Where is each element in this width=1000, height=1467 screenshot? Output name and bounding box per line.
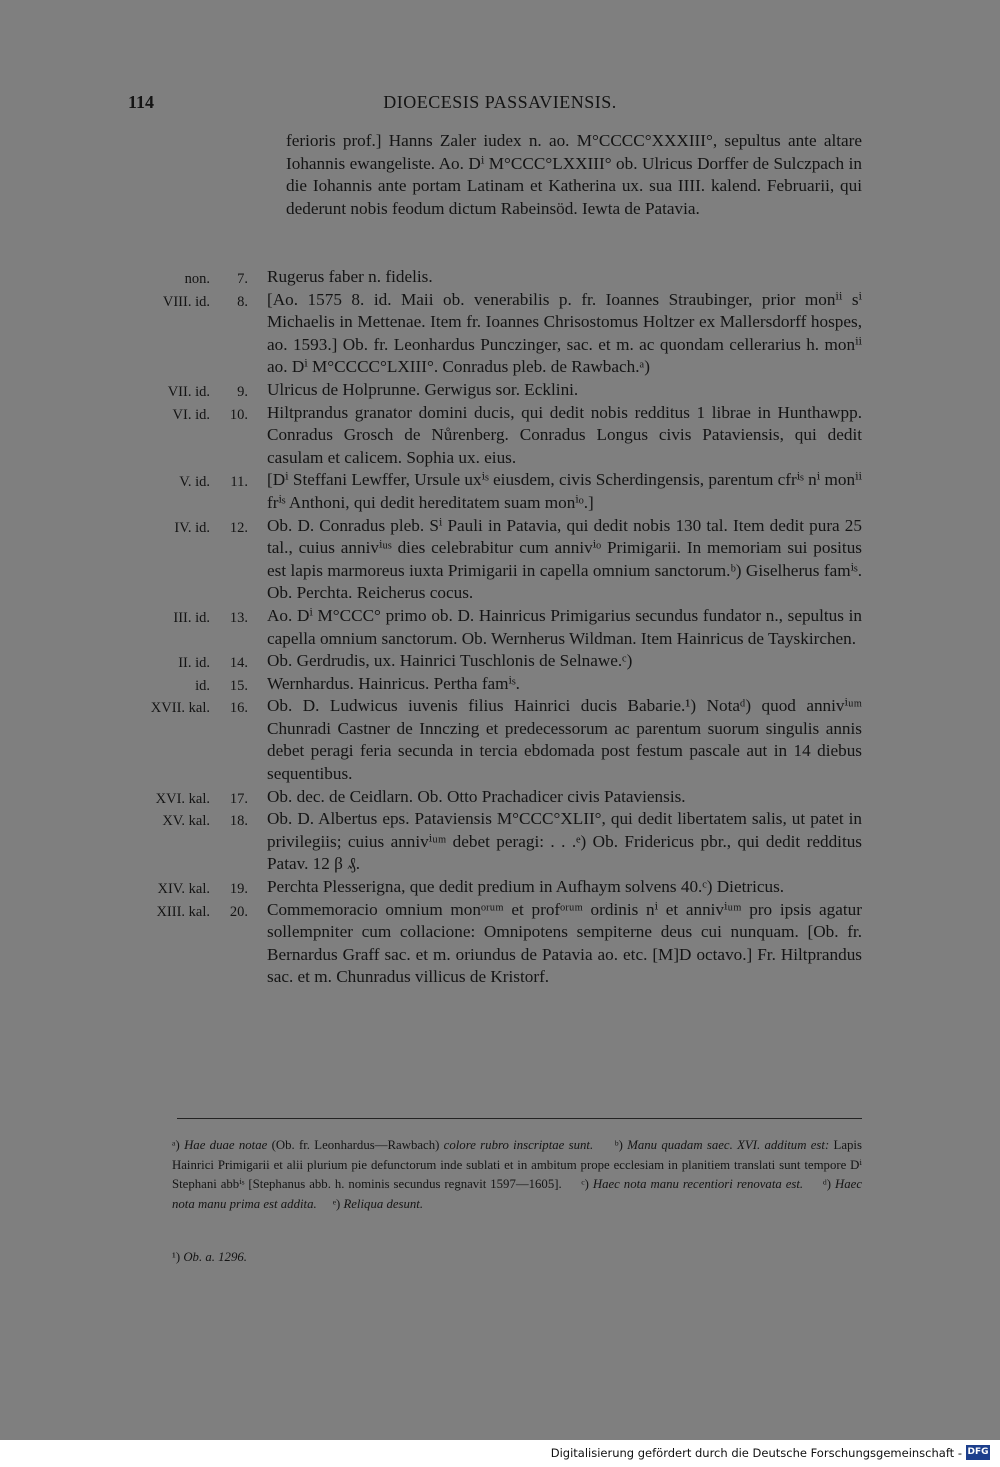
entry-day: III. id. [173,609,210,626]
entry-day: XVII. kal. [150,700,210,717]
entry-number: 15. [229,677,248,694]
continuation-paragraph: ferioris prof.] Hanns Zaler iudex n. ao. M°CCCC°XXXIII°, sepultus ante altare Iohannis ewangeliste. Ao. Dⁱ M°CCC°LXXIII° ob. Ulricus Dorffer de Sulczpach in die Iohannis ante portam Latinam et Katherina ux. sua IIII. kalend. Februarii, qui dederunt nobis feodum dictum Rabeinsöd. Iewta de Patavia. [286,131,862,218]
entry-number: 12. [229,519,248,536]
entry-day: XVI. kal. [155,790,210,807]
entry-text: [Ao. 1575 8. id. Maii ob. venerabilis p. fr. Ioannes Straubinger, prior monⁱⁱ sⁱ Michaelis in Mettenae. Item fr. Ioannes Chrisostomus Holtzer ex Mallersdorff hospes, ao. 1593.] Ob. fr. Leonhardus Punczinger, sac. et m. ac quondam cellerarius h. monⁱⁱ ao. Dⁱ M°CCCC°LXIII°. Conradus pleb. de Rawbach.ᵃ) [267,289,862,377]
calendar-entry [110,876,862,899]
entry-day: VI. id. [172,406,210,423]
note-b-mark: ᵇ) [614,1138,623,1152]
entry-number: 18. [229,813,248,830]
critical-notes [172,1136,862,1214]
entry-day: II. id. [178,655,210,672]
footnote-1 [172,1248,472,1266]
entry-day: XIII. kal. [156,903,210,920]
calendar-entry [110,515,862,605]
entry-day: VIII. id. [162,293,210,310]
entry-text: [Dⁱ Steffani Lewffer, Ursule uxⁱˢ eiusdem, civis Scherdingensis, parentum cfrⁱˢ nⁱ monⁱⁱ frⁱˢ Anthoni, qui dedit hereditatem suam monⁱᵒ.] [267,470,862,512]
entry-text: Ob. Gerdrudis, ux. Hainrici Tuschlonis de Selnawe.ᶜ) [267,651,633,671]
entry-text: Ob. dec. de Ceidlarn. Ob. Otto Prachadicer civis Pataviensis. [267,786,686,806]
note-b-text-2: Lapis Hainrici Primigarii et alii plurium pie defunctorum inde sublati et in ambitum prope ecclesiam in planitiem translati sunt tempore Dⁱ Stephani abbⁱˢ [Stephanus abb. h. nominis secundus regnavit 1597—1605]. [172,1138,862,1191]
entry-text: Ob. D. Conradus pleb. Sⁱ Pauli in Patavia, qui dedit nobis 130 tal. Item dedit pura 25 tal., cuius annivⁱᵘˢ dies celebrabitur cum annivⁱᵒ Primigarii. In memoriam sui positus est lapis marmoreus iuxta Primigarii in capella omnium sanctorum.ᵇ) Giselherus famⁱˢ. Ob. Perchta. Reicherus cocus. [267,515,862,603]
dfg-logo: DFG [966,1445,990,1460]
entry-text: Rugerus faber n. fidelis. [267,267,433,286]
entry-number: 20. [229,903,248,920]
calendar-entry [110,266,862,289]
entry-text: Wernhardus. Hainricus. Pertha famⁱˢ. [267,673,520,693]
note-d-text: Haec nota manu prima est addita. [172,1177,862,1211]
entry-day: XV. kal. [162,813,210,830]
entry-day: IV. id. [174,519,210,536]
note-e-text: Reliqua desunt. [343,1196,424,1211]
calendar-entry [110,289,862,379]
entry-day: non. [184,271,210,287]
entry-text: Ulricus de Holprunne. Gerwigus sor. Ecklini. [267,379,579,399]
calendar-entry [110,605,862,650]
note-b-text-1: Manu quadam saec. XVI. additum est: [627,1138,830,1152]
entry-text: Hiltprandus granator domini ducis, qui dedit nobis redditus 1 librae in Hunthawpp. Conradus Grosch de Nůrenberg. Conradus Longus civis Pataviensis, qui dedit casulam et calicem. Sophia ux. eius. [267,402,862,467]
entry-day: VII. id. [167,383,210,400]
calendar-entry [110,786,862,809]
note-a-mark: ᵃ) [172,1138,180,1152]
page-number: 114 [128,92,155,112]
entry-number: 8. [237,293,248,310]
footnote-1-mark: ¹) [172,1250,181,1264]
footnote-1-text: Ob. a. 1296. [183,1250,247,1264]
note-a-text-3: colore rubro inscriptae sunt. [443,1138,594,1152]
calendar-entry [110,899,862,989]
note-a-text-2: (Ob. fr. Leonhardus—Rawbach) [271,1138,440,1152]
entry-text: Ao. Dⁱ M°CCC° primo ob. D. Hainricus Primigarius secundus fundator n., sepultus in capella omnium sanctorum. Ob. Wernherus Wildman. Item Hainricus de Tayskirchen. [267,605,862,648]
entry-day: id. [195,677,210,694]
calendar-entry [110,379,862,402]
note-d-mark: ᵈ) [822,1177,832,1191]
entry-text: Perchta Plesserigna, que dedit predium in Aufhaym solvens 40.ᶜ) Dietricus. [267,877,785,897]
calendar-entry [110,402,862,470]
calendar-entry [110,673,862,696]
page-header [128,92,872,116]
entry-number: 17. [229,790,248,807]
footnote-rule [177,1118,862,1119]
calendar-entry [110,650,862,673]
note-c-mark: ᶜ) [581,1177,589,1191]
entry-number: 13. [229,609,248,626]
entry-text: Ob. D. Albertus eps. Pataviensis M°CCC°XLII°, qui dedit libertatem salis, ut patet in privilegiis; cuius annivⁱᵘᵐ debet peragi: . . .ᵉ) Ob. Fridericus pbr., qui dedit redditus Patav. 12 β ₰. [267,809,862,874]
entry-number: 19. [229,881,248,898]
entry-text: Ob. D. Ludwicus iuvenis filius Hainrici ducis Babarie.¹) Notaᵈ) quod annivⁱᵘᵐ Chunradi Castner de Innczing et predecessorum ac parentum suorum singulis annis debet peragi feria secunda in tercia ebdomada post festum pascale aut in 14 diebus sequentibus. [267,696,862,784]
note-c-text: Haec nota manu recentiori renovata est. [592,1177,804,1191]
footer-credit: Digitalisierung gefördert durch die Deutsche Forschungsgemeinschaft - [550,1446,962,1460]
digitization-footer [0,1440,1000,1467]
calendar-entry [110,808,862,876]
calendar-entry [110,695,862,785]
entry-day: XIV. kal. [157,881,210,898]
calendar-entry [110,469,862,514]
entry-number: 7. [237,271,248,287]
calendar-entries [110,266,862,989]
entry-number: 16. [229,700,248,717]
entry-number: 14. [229,655,248,672]
entry-number: 11. [230,474,248,491]
note-e-mark: ᵉ) [332,1196,341,1211]
entry-number: 9. [237,383,248,400]
entry-day: V. id. [179,474,210,491]
note-a-text-1: Hae duae notae [184,1138,268,1152]
running-title: DIOECESIS PASSAVIENSIS. [383,92,617,112]
entry-text: Commemoracio omnium monᵒʳᵘᵐ et profᵒʳᵘᵐ ordinis nⁱ et annivⁱᵘᵐ pro ipsis agatur sollempniter cum collacione: Omnipotens sempiterne deus cui nunquam. [Ob. fr. Bernardus Graff sac. et m. oriundus de Patavia ao. etc. [M]D octavo.] Fr. Hiltprandus sac. et m. Chunradus villicus de Kristorf. [267,899,862,987]
entry-number: 10. [229,406,248,423]
